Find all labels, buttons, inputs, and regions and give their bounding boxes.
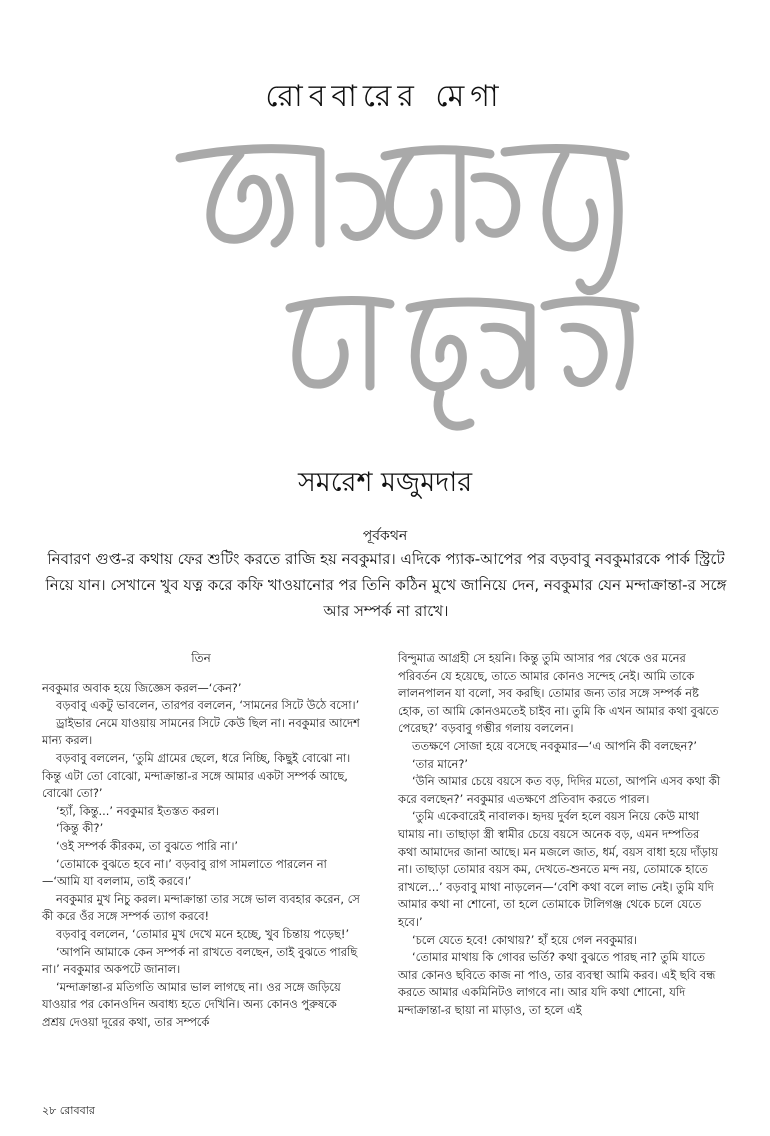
story-column-left <box>42 650 360 1031</box>
story-paragraph: ‘তোমার মাথায় কি গোবর ভর্তি? কথা বুঝতে পারছ না? তুমি যাতে আর কোনও ছবিতে কাজ না পাও, তার ব্যবস্থা আমি করব। এই ছবি বন্ধ করতে আমার একমিনিটও লাগবে না। আর যদি কথা শোনো, যদি মন্দাক্রান্তা-র ছায়া না মাড়াও, তা হলে এই <box>398 950 716 1017</box>
page-footer <box>42 1102 95 1121</box>
calligraphic-title-art <box>170 118 640 448</box>
magazine-name: রোববার <box>59 1104 95 1117</box>
story-paragraph: ‘কিন্তু কী?’ <box>56 821 104 836</box>
left-paragraphs <box>42 680 360 1032</box>
story-paragraph: ‘আপনি আমাকে কেন সম্পর্ক না রাখতে বলছেন, তাই বুঝতে পারছি না।’ নবকুমার অকপটে জানাল। <box>42 944 358 977</box>
story-title-text <box>0 0 1 1</box>
right-paragraphs <box>398 650 720 1019</box>
story-paragraph: নবকুমার অবাক হয়ে জিজ্ঞেস করল—‘কেন?’ <box>42 680 242 695</box>
story-paragraph: ড্রাইভার নেমে যাওয়ায় সামনের সিটে কেউ ছিল না। নবকুমার আদেশ মান্য করল। <box>42 715 360 748</box>
story-paragraph: বড়বাবু বললেন, ‘তোমার মুখ দেখে মনে হচ্ছে, খুব চিন্তায় পড়েছ!’ <box>56 926 350 941</box>
story-paragraph: ‘ওই সম্পর্ক কীরকম, তা বুঝতে পারি না।’ <box>56 838 239 853</box>
author-name: সমরেশ মজুমদার <box>297 467 473 498</box>
synopsis-heading: পূর্বকথন <box>362 528 408 544</box>
synopsis-text: নিবারণ গুপ্ত-র কথায় ফের শুটিং করতে রাজি হয় নবকুমার। এদিকে প্যাক-আপের পর বড়বাবু নবকুমারকে পার্ক স্ট্রিটে নিয়ে যান। সেখানে খুব যত্ন করে কফি খাওয়ানোর পর তিনি কঠিন মুখে জানিয়ে দেন, নবকুমার যেন মন্দাক্রান্তা-র সঙ্গে আর সম্পর্ক না রাখে। <box>45 550 727 620</box>
story-paragraph: বড়বাবু একটু ভাবলেন, তারপর বললেন, ‘সামনের সিটে উঠে বসো।’ <box>56 698 360 713</box>
story-paragraph: ‘তোমাকে বুঝতে হবে না।’ বড়বাবু রাগ সামলাতে পারলেন না—‘আমি যা বললাম, তাই করবে।’ <box>42 856 327 889</box>
story-paragraph: বিন্দুমাত্র আগ্রহী সে হয়নি। কিন্তু তুমি আসার পর থেকে ওর মনের পরিবর্তন যে হয়েছে, তাতে আমার কোনও সন্দেহ নেই। আমি তাকে লালনপালন যা বলো, সব করছি। তোমার জন্য তার সঙ্গে সম্পর্ক নষ্ট হোক, তা আমি কোনওমতেই চাইব না। তুমি কি এখন আমার কথা বুঝতে পেরেছ?’ বড়বাবু গম্ভীর গলায় বললেন। <box>398 651 719 736</box>
kicker-heading: রোববারের মেগা <box>265 79 505 114</box>
story-paragraph: ‘তার মানে?’ <box>412 756 469 771</box>
chapter-heading: তিন <box>191 651 211 665</box>
story-paragraph: ততক্ষণে সোজা হয়ে বসেছে নবকুমার—‘এ আপনি কী বলছেন?’ <box>412 738 698 753</box>
story-column-right <box>398 650 720 1019</box>
story-paragraph: বড়বাবু বললেন, ‘তুমি গ্রামের ছেলে, ধরে নিচ্ছি, কিছুই বোঝো না। কিন্তু এটা তো বোঝো, মন্দাক্রান্তা-র সঙ্গে আমার একটা সম্পর্ক আছে, বোঝো তো?’ <box>42 750 351 801</box>
story-paragraph: ‘চলে যেতে হবে! কোথায়?’ হাঁ হয়ে গেল নবকুমার। <box>412 932 638 947</box>
page-number: ২৮ <box>42 1104 57 1117</box>
story-paragraph: ‘উনি আমার চেয়ে বয়সে কত বড়, দিদির মতো, আপনি এসব কথা কী করে বলছেন?’ নবকুমার এতক্ষণে প্রতিবাদ করতে পারল। <box>398 774 720 806</box>
story-paragraph: ‘মন্দাক্রান্তা-র মতিগতি আমার ভাল লাগছে না। ওর সঙ্গে জড়িয়ে যাওয়ার পর কোনওদিন অবাধ্য হতে দেখিনি। অন্য কোনও পুরুষকে প্রশ্রয় দেওয়া দূরের কথা, তার সম্পর্কে <box>42 979 341 1029</box>
story-paragraph: নবকুমার মুখ নিচু করল। মন্দাক্রান্তা তার সঙ্গে ভাল ব্যবহার করেন, সে কী করে ওঁর সঙ্গে সম্পর্ক ত্যাগ করবে! <box>42 891 360 924</box>
story-paragraph: ‘তুমি একেবারেই নাবালক। হৃদয় দুর্বল হলে বয়স নিয়ে কেউ মাথা ঘামায় না। তাছাড়া স্ত্রী স্বামীর চেয়ে বয়সে অনেক বড়, এমন দম্পতির কথা আমাদের জানা আছে। মন মজলে জাত, ধর্ম, বয়স বাধা হয়ে দাঁড়ায় না। তাছাড়া তোমার বয়স কম, দেখতে-শুনতে মন্দ নয়, তোমাকে হাতে রাখলে...’ বড়বাবু মাথা নাড়লেন—‘বেশি কথা বলে লাভ নেই। তুমি যদি আমার কথা না শোনো, তা হলে তোমাকে টালিগঞ্জ থেকে চলে যেতে হবে।’ <box>398 809 718 929</box>
story-paragraph: ‘হ্যাঁ, কিন্তু...’ নবকুমার ইতস্তত করল। <box>56 803 219 818</box>
